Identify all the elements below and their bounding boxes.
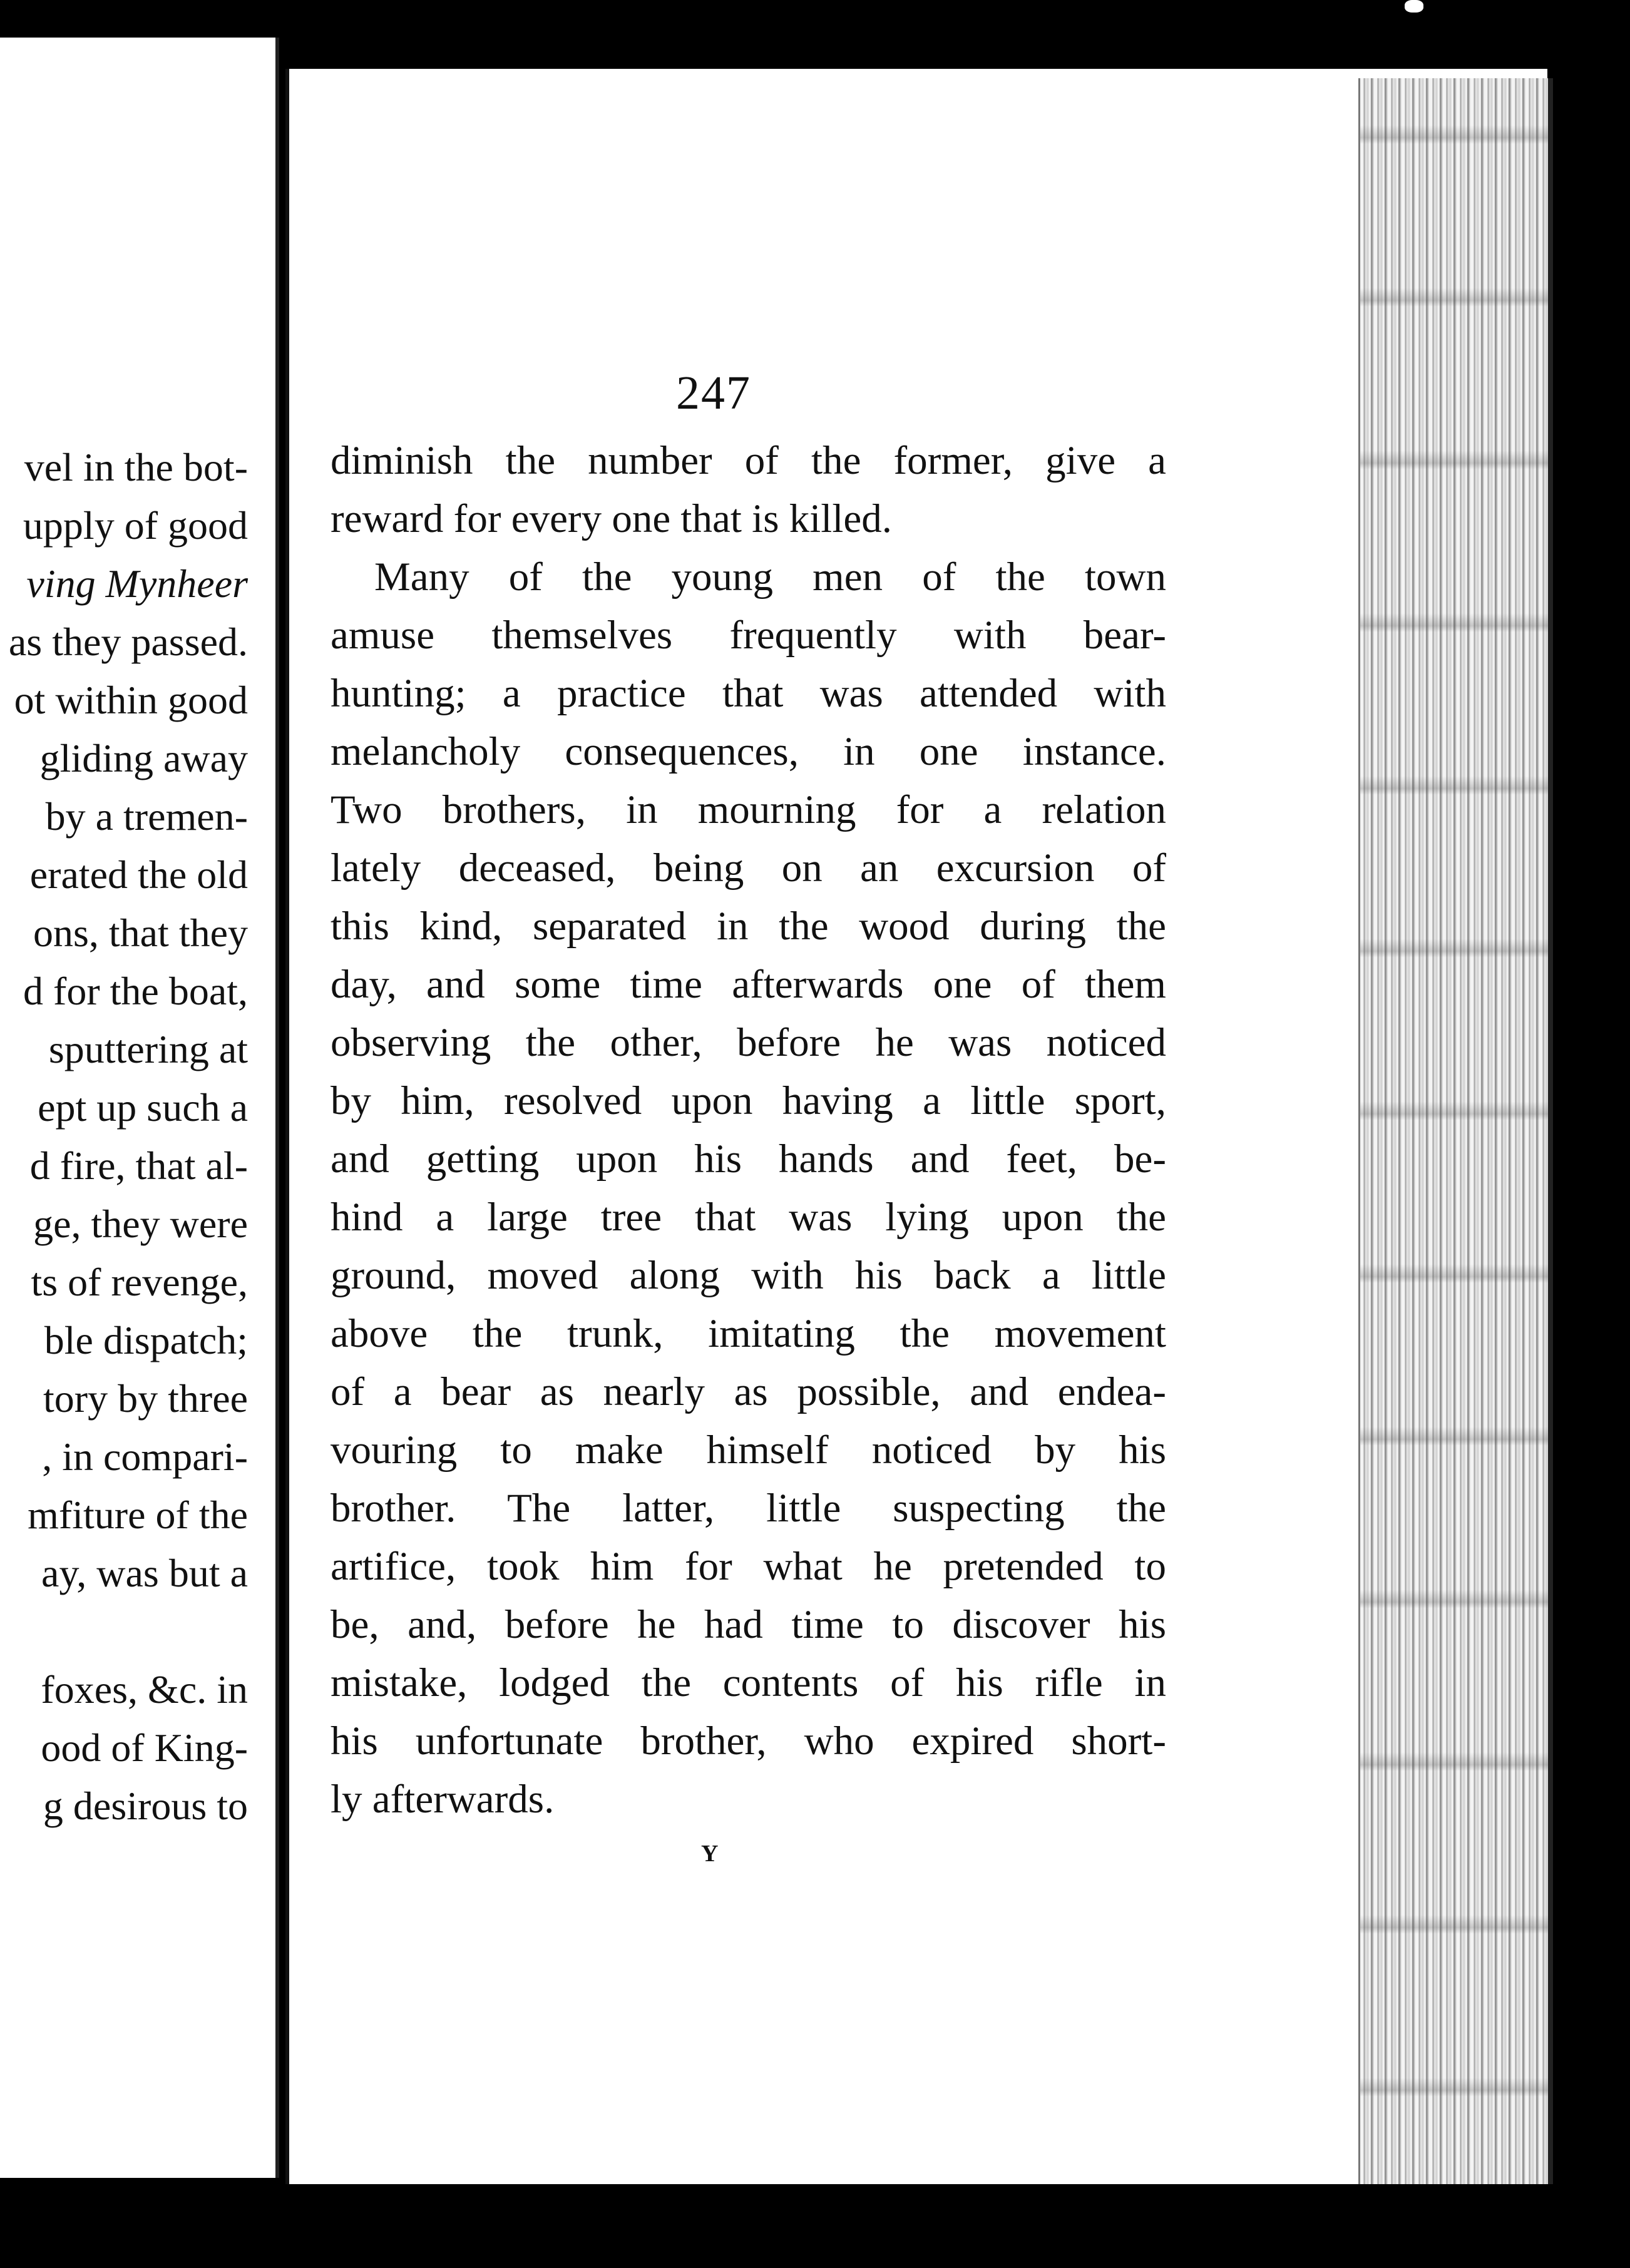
left-line-gap (0, 1602, 248, 1660)
text-line: this kind, separated in the wood during the (331, 904, 1166, 949)
text-line: his unfortunate brother, who expired short- (331, 1719, 1166, 1764)
left-line: ons, that they (33, 911, 248, 955)
text-line: ly afterwards. (331, 1777, 555, 1822)
text-line: melancholy consequences, in one instance. (331, 729, 1166, 774)
left-line: foxes, &c. in (41, 1667, 248, 1712)
text-line: diminish the number of the former, give a (331, 438, 1166, 483)
left-line: ood of King- (41, 1725, 248, 1770)
text-line: by him, resolved upon having a little sport, (331, 1078, 1166, 1123)
left-line: upply of good (23, 503, 248, 548)
left-line: erated the old (29, 852, 248, 897)
left-line: as they passed. (8, 620, 248, 664)
left-line: ts of revenge, (31, 1260, 248, 1304)
text-line: and getting upon his hands and feet, be- (331, 1137, 1166, 1182)
text-line: reward for every one that is killed. (331, 496, 893, 541)
text-line: mistake, lodged the contents of his rifle in (331, 1660, 1166, 1705)
text-line: hind a large tree that was lying upon the (331, 1195, 1166, 1240)
text-line: artifice, took him for what he pretended to (331, 1544, 1166, 1589)
left-line: ot within good (14, 678, 248, 722)
text-line: amuse themselves frequently with bear- (331, 613, 1166, 658)
signature-mark: Y (701, 1841, 719, 1867)
left-line: sputtering at (48, 1027, 248, 1071)
left-line: mfiture of the (28, 1493, 248, 1537)
page-number: 247 (676, 367, 751, 419)
text-line: hunting; a practice that was attended with (331, 671, 1166, 716)
left-line: d fire, that al- (29, 1143, 248, 1188)
text-line: of a bear as nearly as possible, and endea- (331, 1369, 1166, 1414)
page-fore-edge (1358, 78, 1553, 2184)
left-line: ble dispatch; (44, 1318, 248, 1362)
text-line: brother. The latter, little suspecting the (331, 1486, 1166, 1531)
left-page (0, 38, 279, 2178)
left-line: by a tremen- (45, 794, 248, 839)
text-line: lately deceased, being on an excursion of (331, 845, 1166, 891)
left-line: ge, they were (33, 1202, 248, 1246)
text-line: Many of the young men of the town (374, 554, 1166, 600)
text-line: day, and some time afterwards one of them (331, 962, 1166, 1007)
text-line: observing the other, before he was noticed (331, 1020, 1166, 1065)
left-line: d for the boat, (23, 969, 248, 1013)
text-line: ground, moved along with his back a little (331, 1253, 1166, 1298)
left-line: ving Mynheer (26, 561, 248, 606)
text-line: Two brothers, in mourning for a relation (331, 787, 1166, 832)
left-line: vel in the bot- (24, 445, 248, 489)
text-line: above the trunk, imitating the movement (331, 1311, 1166, 1356)
left-line: , in compari- (42, 1434, 248, 1479)
text-line: be, and, before he had time to discover his (331, 1602, 1166, 1647)
left-line: gliding away (39, 736, 248, 780)
text-line: vouring to make himself noticed by his (331, 1428, 1166, 1473)
left-page-text (0, 438, 248, 1835)
left-line: ay, was but a (41, 1551, 248, 1595)
left-line: g desirous to (43, 1784, 248, 1828)
left-line: tory by three (43, 1376, 248, 1421)
right-page-text (331, 432, 1166, 1829)
left-line: ept up such a (38, 1085, 248, 1130)
scan-speck (1405, 0, 1423, 13)
